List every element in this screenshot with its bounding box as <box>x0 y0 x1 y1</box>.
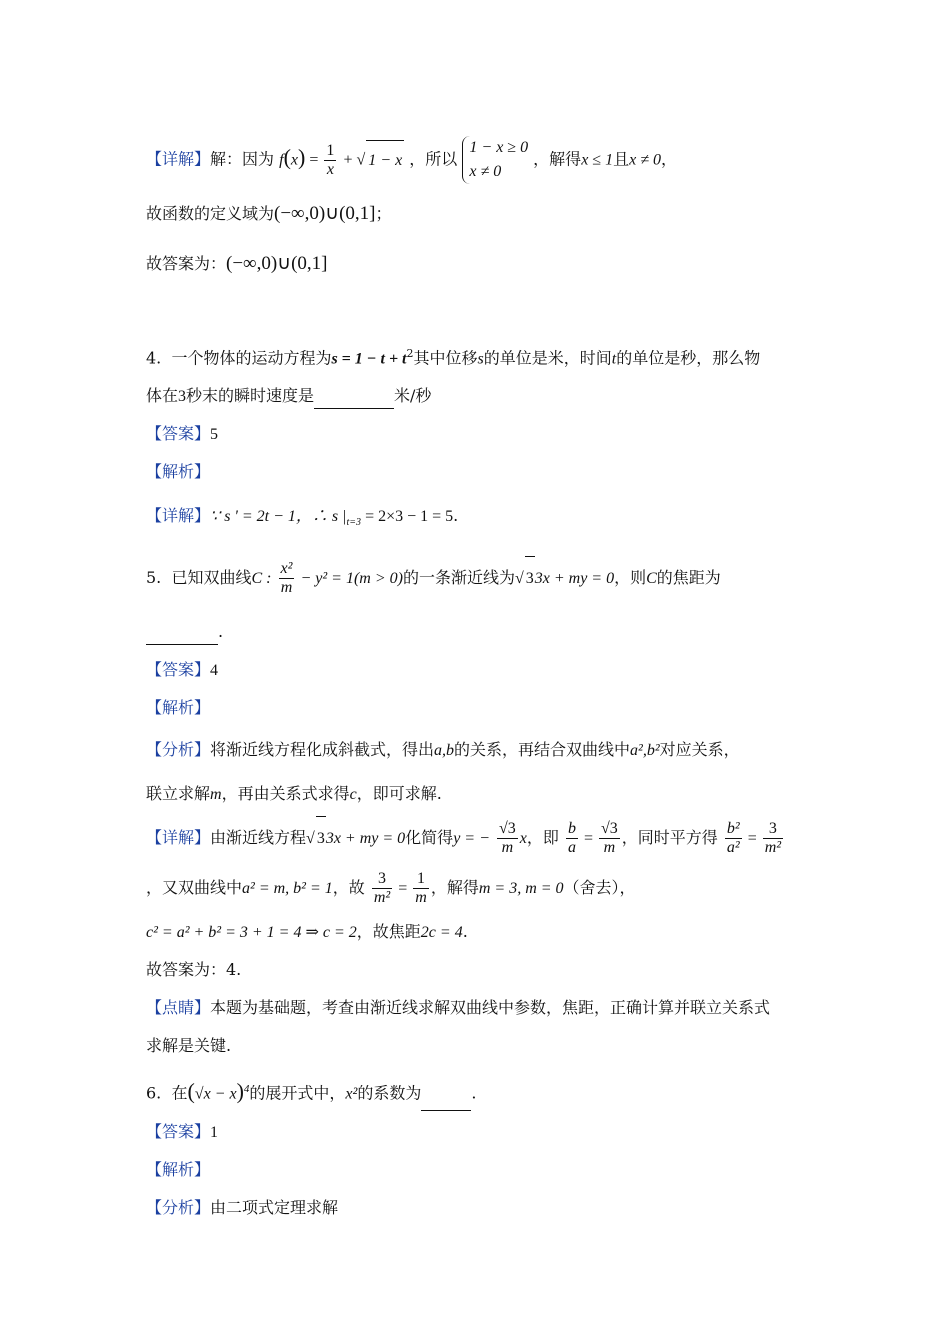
q6-x2: x² <box>345 1085 358 1103</box>
q5-ans-text: 故答案为：4. <box>146 960 242 979</box>
q5-d1b: 3x + my = 0 <box>325 830 406 847</box>
q6-number: 6. <box>146 1083 162 1103</box>
q4-text-1: 一个物体的运动方程为 <box>171 348 332 368</box>
q5-text-4: 的焦距为 <box>656 568 721 587</box>
q4-line-2 <box>146 384 860 409</box>
func-var: x <box>290 151 299 169</box>
q5-analysis-line <box>146 696 860 720</box>
q5-fenxi-tag: 【分析】 <box>146 740 211 759</box>
q5-blank <box>146 620 218 645</box>
q6-text-2: 的展开式中， <box>249 1083 346 1103</box>
q5-d1-num: √3 <box>498 820 516 837</box>
q5-d1d: y = − <box>453 830 490 847</box>
q4-detail-tag: 【详解】 <box>146 506 211 525</box>
q5-d1-den2: m <box>603 839 616 856</box>
q5-answer-tag: 【答案】 <box>146 660 211 679</box>
q5-dj1: 本题为基础题，考查由渐近线求解双曲线中参数，焦距，正确计算并联立关系式 <box>210 998 771 1017</box>
q5-fenxi-1a: 将渐近线方程化成斜截式，得出 <box>210 740 435 759</box>
q4-equation: s = 1 − t + t <box>331 350 407 368</box>
q5-blank-line <box>146 620 860 645</box>
q4-three: 3 <box>178 388 187 405</box>
q5-d1i: = <box>743 830 761 847</box>
q6-end: . <box>471 1083 477 1103</box>
q4-number: 4. <box>146 348 162 368</box>
paren-left: ( <box>283 144 291 170</box>
q5-d2d: = <box>394 880 412 897</box>
q5-frac <box>279 560 295 597</box>
q5-dj2: 求解是关键. <box>146 1036 232 1055</box>
q6-fenxi-tag: 【分析】 <box>146 1198 211 1217</box>
q5-d3a: c² = a² + b² = 3 + 1 = 4 ⇒ c = 2 <box>146 924 357 941</box>
q4-line2-a: 体在 <box>146 386 179 405</box>
q5-d1-num2: √3 <box>601 820 618 837</box>
q5-fenxi-1e: 对应关系， <box>659 740 740 759</box>
q4-detail-sub: t=3 <box>346 517 362 529</box>
q5-d2a: ，又双曲线中 <box>146 878 243 897</box>
q5-fenxi-line-2 <box>146 782 860 807</box>
q5-eq-rest: − y² = 1(m > 0) <box>296 570 403 587</box>
q5-fenxi-2b: m <box>210 786 222 803</box>
q5-d1-a2: a² <box>726 839 740 856</box>
q4-blank <box>314 384 394 409</box>
q5-d1e: x <box>519 830 527 847</box>
q4-line-1 <box>146 342 860 371</box>
q5-fenxi-2e: ，即可求解. <box>356 784 442 803</box>
q6-line-1: 6. 在$(√x - x)^4$的展开式中，x²的系数为 . <box>146 1072 860 1111</box>
q5-number: 5. <box>146 568 162 587</box>
q6-text-3: 的系数为 <box>357 1083 422 1103</box>
q5-d2-n: 3 <box>372 870 392 889</box>
frac-den: x <box>326 160 334 178</box>
q5-d1a: 由渐近线方程 <box>210 828 307 847</box>
domain-end: ； <box>375 204 392 223</box>
q6-answer-tag: 【答案】 <box>146 1122 211 1141</box>
q5-detail-tag: 【详解】 <box>146 828 211 847</box>
q6-analysis-tag: 【解析】 <box>146 1160 211 1179</box>
q5-d2-n2: 1 <box>413 870 429 889</box>
q4-detail-a: ∵ s ' = 2t − 1 <box>210 508 296 525</box>
q5-d1-frac3 <box>725 820 742 857</box>
q4-analysis-line <box>146 460 860 484</box>
q5-d3c: 2c = 4 <box>420 924 463 941</box>
q5-detail-line-1: 【详解】由渐近线方程√ 33x + my = 0化简得y = − $\frac{√3}{m}$ x，即 $\frac{b}{a}$ = $\frac{√3}{m}$ ，同时平方得 $\frac{\text{b²}}{\text{a²}}$ = $\frac{3}{\text{m²}}$ <box>146 816 860 861</box>
q4-text-2: 其中位移 <box>413 348 478 368</box>
q5-fenxi-1d: a²,b² <box>630 742 660 759</box>
q5-d3d: . <box>462 922 468 941</box>
q6-blank <box>421 1076 471 1111</box>
q6-answer: 1 <box>210 1124 219 1141</box>
answer-line-1 <box>146 252 860 276</box>
q5-line-1: 5. 已知双曲线C : $\frac{\text{x²}}{m}$ − y² = 1(m > 0)的一条渐近线为√ 33x + my = 0，则C的焦距为 <box>146 556 860 601</box>
q5-dianjing-line-1 <box>146 996 860 1020</box>
detail-line-1: 【详解】解：因为 f(x) = $\frac{1}{x}$ + √ 1 − x ，所以 1 − x ≥ 0 x ≠ 0 ，解得x ≤ 1且x ≠ 0， <box>146 136 860 184</box>
q4-s: s <box>477 350 484 368</box>
q5-detail-line-3 <box>146 920 860 945</box>
q5-d2-d2: m <box>415 889 427 906</box>
q5-text-1: 已知双曲线 <box>171 568 252 587</box>
q6-text-1: 在 <box>171 1083 188 1103</box>
q5-dianjing-tag: 【点睛】 <box>146 998 211 1017</box>
paren-right: ) <box>298 144 306 170</box>
q4-answer: 5 <box>210 426 219 443</box>
func-name: f <box>279 151 284 169</box>
q5-detail-line-2 <box>146 866 860 911</box>
q5-d2f: m = 3, m = 0 <box>478 880 564 897</box>
q4-detail-c: = 2×3 − 1 = 5 <box>361 508 454 525</box>
q4-detail-b: ，∴ s | <box>295 508 347 525</box>
q5-analysis-tag: 【解析】 <box>146 698 211 717</box>
q5-dianjing-line-2 <box>146 1034 860 1058</box>
q5-fenxi-line-1 <box>146 738 860 763</box>
q5-fenxi-1c: 的关系，再结合双曲线中 <box>454 740 631 759</box>
q5-d1-b2: b² <box>726 820 740 837</box>
q5-d1-frac2 <box>599 820 620 857</box>
q5-ans-line <box>146 958 860 982</box>
q4-analysis-tag: 【解析】 <box>146 462 211 481</box>
q5-d1-b: b <box>567 820 576 837</box>
plus: + <box>343 151 357 169</box>
fraction-1-over-x <box>324 142 336 179</box>
frac-num: 1 <box>326 141 335 159</box>
q5-d1-frac-ba <box>566 820 578 857</box>
q5-d3b: ，故焦距 <box>356 922 421 941</box>
q5-d1-frac1 <box>497 820 518 857</box>
answer-value: (−∞,0)∪(0,1] <box>226 253 328 274</box>
q5-fenxi-2c: ，再由关系式求得 <box>221 784 350 803</box>
q4-line2-b: 秒末的瞬时速度是 <box>186 386 315 405</box>
q5-frac-num: x² <box>280 560 293 577</box>
q4-line2-c: 米/秒 <box>394 386 432 405</box>
q5-d2-d: m² <box>373 889 391 906</box>
q5-d2-frac2 <box>413 870 429 907</box>
q5-blank-end: . <box>218 622 224 641</box>
system-eq-2: x ≠ 0 <box>469 163 502 180</box>
q6-analysis-line <box>146 1158 860 1182</box>
q5-d1f: ，即 <box>526 828 559 847</box>
q4-eq-sup: 2 <box>406 347 414 360</box>
text-and: 且 <box>613 149 630 169</box>
q5-c: C : <box>251 570 272 587</box>
q6-fenxi-line <box>146 1196 860 1220</box>
q6-answer-line <box>146 1120 860 1145</box>
sqrt-body: 1 − x <box>366 140 404 181</box>
q4-detail-end: . <box>453 506 459 525</box>
q6-expr: x − x <box>203 1085 237 1103</box>
q6-fenxi: 由二项式定理求解 <box>210 1198 339 1217</box>
q5-d1-m2: m² <box>764 839 782 856</box>
domain-value: (−∞,0)∪(0,1] <box>274 203 376 224</box>
system-eq-1: 1 − x ≥ 0 <box>469 139 529 156</box>
q4-answer-tag: 【答案】 <box>146 424 211 443</box>
q4-t: t <box>611 350 617 368</box>
q4-text-4: 的单位是秒，那么物 <box>616 348 761 368</box>
text-end: ， <box>660 149 677 169</box>
q6-sup: 4 <box>243 1083 250 1095</box>
result-1: x ≤ 1 <box>581 151 614 169</box>
q5-answer: 4 <box>210 662 219 679</box>
q5-d2-frac1 <box>372 870 392 907</box>
text-mid: ，所以 <box>409 149 458 169</box>
domain-line <box>146 202 860 226</box>
q5-text-3: ，则 <box>614 568 647 587</box>
q5-d1c: 化简得 <box>405 828 454 847</box>
q4-answer-line <box>146 422 860 447</box>
q5-d1g: = <box>579 830 598 847</box>
detail-text-pre: 解：因为 <box>210 149 275 169</box>
q5-d1h: ，同时平方得 <box>621 828 718 847</box>
result-2: x ≠ 0 <box>629 151 661 169</box>
q5-d2e: ，解得 <box>430 878 479 897</box>
q5-c2: C <box>646 570 657 587</box>
q5-asym: 3x + my = 0 <box>534 570 615 587</box>
answer-pre: 故答案为： <box>146 254 227 273</box>
q5-d1-frac4 <box>763 820 783 857</box>
q5-d1-n3: 3 <box>763 820 783 839</box>
q4-detail-line <box>146 504 860 535</box>
equals: = <box>305 151 323 169</box>
q5-text-2: 的一条渐近线为 <box>402 568 515 587</box>
q5-d2c: ，故 <box>332 878 365 897</box>
q5-d1-den: m <box>501 839 514 856</box>
q5-fenxi-1b: a,b <box>434 742 455 759</box>
q5-d2g: （舍去）， <box>563 878 636 897</box>
q5-frac-den: m <box>280 579 293 596</box>
q5-fenxi-2d: c <box>349 786 357 803</box>
q5-fenxi-2a: 联立求解 <box>146 784 211 803</box>
q5-d2b: a² = m, b² = 1 <box>242 880 333 897</box>
q5-d1-a: a <box>567 839 576 856</box>
q5-answer-line <box>146 658 860 683</box>
domain-pre: 故函数的定义域为 <box>146 204 275 223</box>
text-post: ，解得 <box>533 149 582 169</box>
detail-tag: 【详解】 <box>146 149 211 169</box>
q4-text-3: 的单位是米，时间 <box>483 348 612 368</box>
system-brace <box>462 136 528 184</box>
